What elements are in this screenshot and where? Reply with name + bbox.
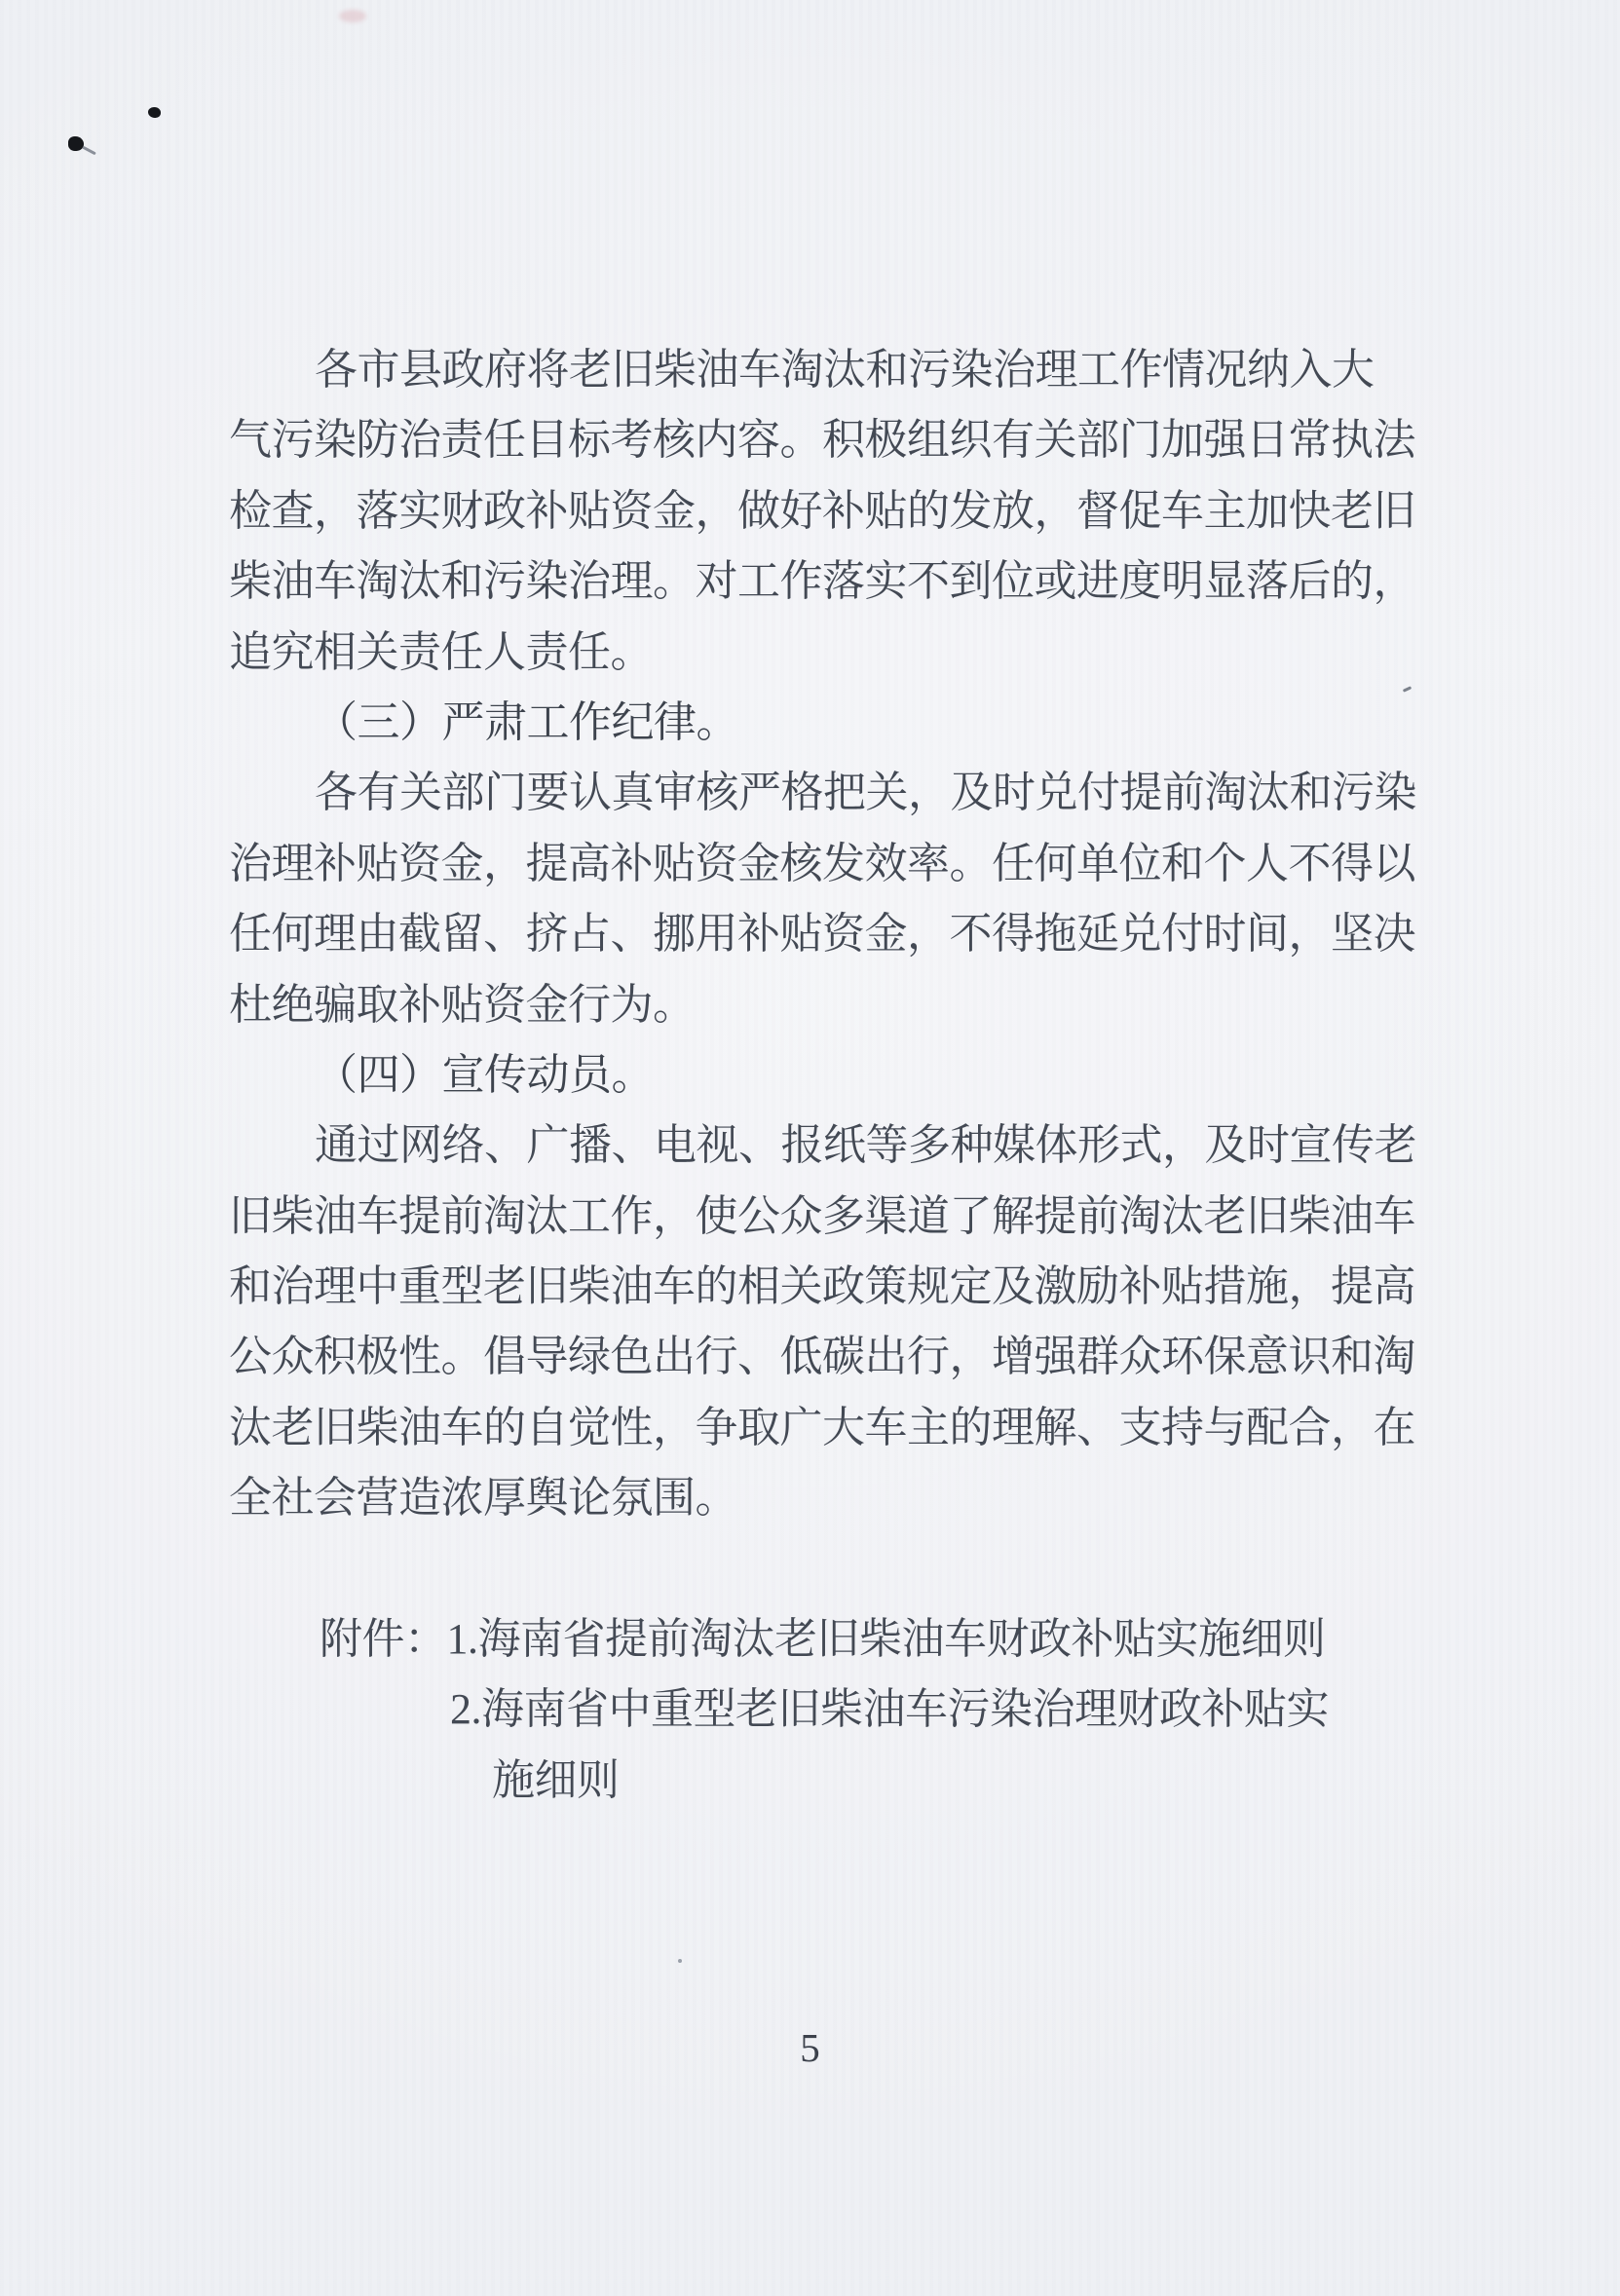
paragraph-line: 全社会营造浓厚舆论氛围。 [229,1474,737,1523]
paragraph-line: 任何理由截留、挤占、挪用补贴资金，不得拖延兑付时间，坚决 [229,910,1415,959]
section-heading-4: （四）宣传动员。 [315,1050,654,1099]
paragraph-line: 和治理中重型老旧柴油车的相关政策规定及激励补贴措施，提高 [229,1262,1415,1311]
faint-smudge [339,10,366,22]
attachment-line: 2.海南省中重型老旧柴油车污染治理财政补贴实 [450,1685,1329,1734]
attachment-line: 施细则 [492,1755,620,1804]
paragraph-line: 各有关部门要认真审核严格把关，及时兑付提前淘汰和污染 [315,769,1416,817]
paragraph-line: 治理补贴资金，提高补贴资金核发效率。任何单位和个人不得以 [229,839,1415,887]
paragraph-line: 汰老旧柴油车的自觉性，争取广大车主的理解、支持与配合，在 [229,1403,1415,1451]
paragraph-line: 气污染防治责任目标考核内容。积极组织有关部门加强日常执法 [229,416,1415,465]
stray-dot [678,1959,682,1963]
paragraph-line: 公众积极性。倡导绿色出行、低碳出行，增强群众环保意识和淘 [229,1333,1415,1381]
page-number: 5 [800,2025,820,2070]
paragraph-line: 检查，落实财政补贴资金，做好补贴的发放，督促车主加快老旧 [229,486,1415,535]
paragraph-line: 各市县政府将老旧柴油车淘汰和污染治理工作情况纳入大 [315,346,1375,394]
attachment-line: 附件：1.海南省提前淘汰老旧柴油车财政补贴实施细则 [320,1615,1326,1664]
paragraph-line: 通过网络、广播、电视、报纸等多种媒体形式，及时宣传老 [315,1121,1416,1170]
paragraph-line: 柴油车淘汰和污染治理。对工作落实不到位或进度明显落后的， [229,557,1415,606]
paragraph-line: 追究相关责任人责任。 [229,627,653,676]
section-heading-3: （三）严肃工作纪律。 [315,697,738,746]
ink-speck-tail [82,146,96,156]
ink-speck-icon [68,136,84,151]
ink-speck-icon [148,107,161,118]
paragraph-line: 旧柴油车提前淘汰工作，使公众多渠道了解提前淘汰老旧柴油车 [229,1191,1415,1240]
paragraph-line: 杜绝骗取补贴资金行为。 [229,980,696,1029]
blank-line [229,1534,1419,1604]
document-body [229,335,1419,1816]
